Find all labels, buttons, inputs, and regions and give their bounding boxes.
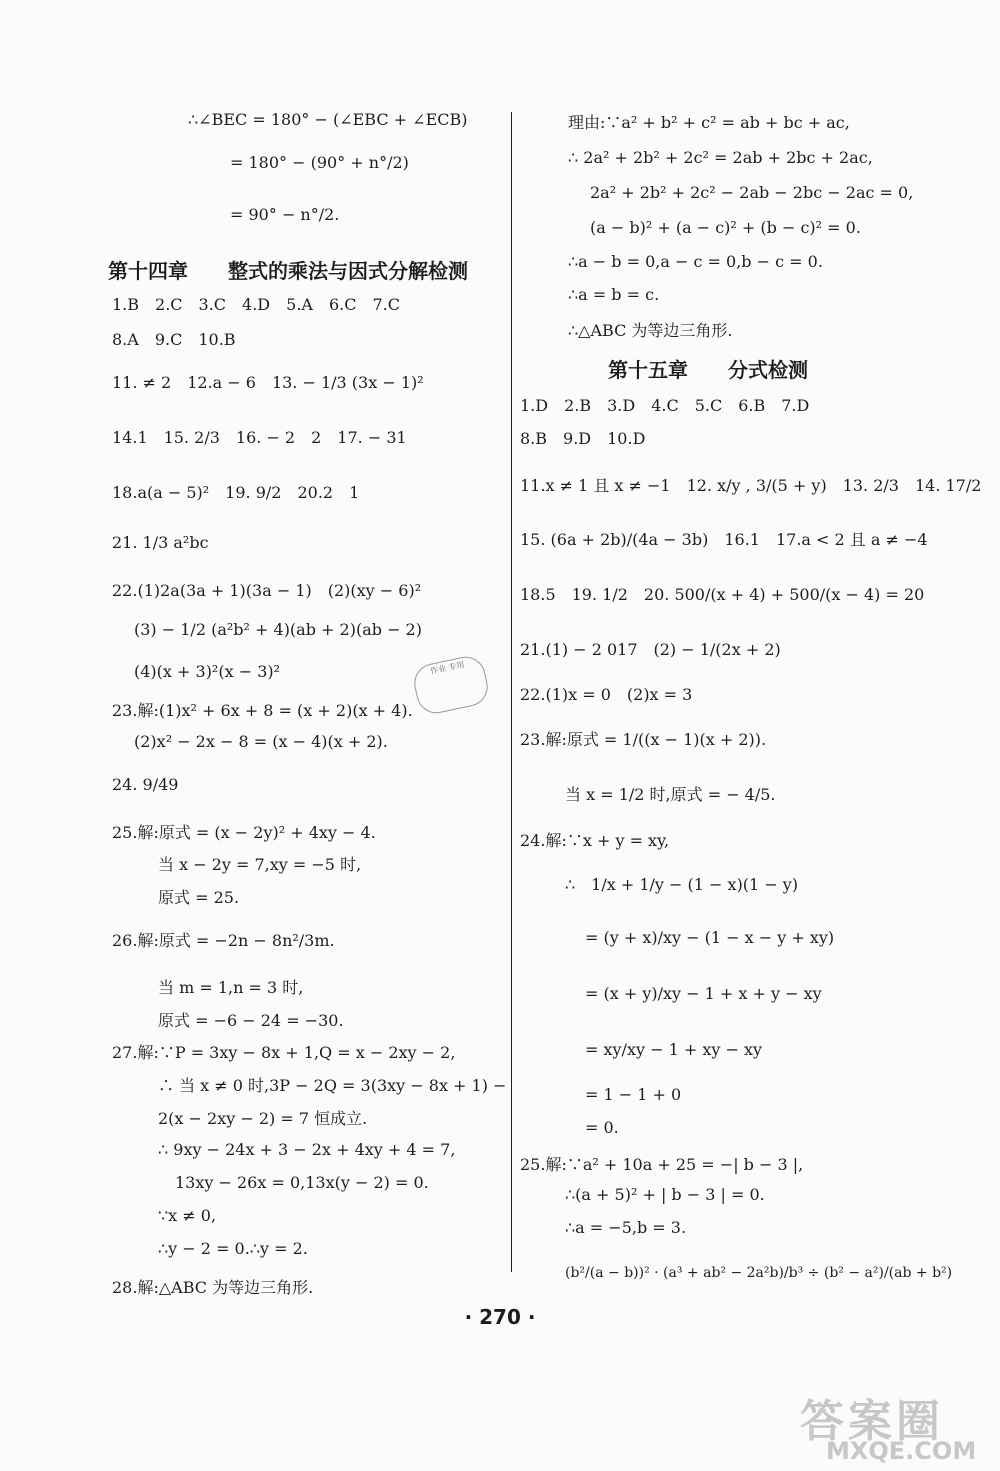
chapter14-title: 第十四章 整式的乘法与因式分解检测 — [108, 259, 468, 283]
page-number: · 270 · — [464, 1305, 536, 1329]
answer-row: 25.解:∵a² + 10a + 25 = −| b − 3 |, — [520, 1155, 804, 1174]
answer-row: 21.(1) − 2 017 (2) − 1/(2x + 2) — [520, 640, 781, 659]
answer-row: 8.B 9.D 10.D — [520, 429, 646, 448]
answer-row: 当 m = 1,n = 3 时, — [158, 978, 304, 997]
answer-row: 22.(1)2a(3a + 1)(3a − 1) (2)(xy − 6)² — [112, 581, 422, 600]
answer-row: 27.解:∵P = 3xy − 8x + 1,Q = x − 2xy − 2, — [112, 1043, 456, 1062]
chapter15-title: 第十五章 分式检测 — [608, 358, 808, 382]
answer-row: 原式 = 25. — [158, 888, 240, 907]
right-line: 2a² + 2b² + 2c² − 2ab − 2bc − 2ac = 0, — [590, 183, 914, 202]
answer-row: ∴ 1/x + 1/y − (1 − x)(1 − y) — [565, 875, 799, 894]
answer-row: 22.(1)x = 0 (2)x = 3 — [520, 685, 693, 704]
left-line-2: = 180° − (90° + n°/2) — [230, 153, 409, 172]
answer-row: 14.1 15. 2/3 16. − 2 2 17. − 31 — [112, 428, 407, 447]
answer-row: 8.A 9.C 10.B — [112, 330, 236, 349]
answer-row: 24. 9/49 — [112, 775, 179, 794]
stamp-mark — [411, 653, 492, 717]
stamp-text: 作业 专用 — [429, 659, 466, 676]
answer-row: ∵x ≠ 0, — [158, 1206, 217, 1225]
answer-row: 18.5 19. 1/2 20. 500/(x + 4) + 500/(x − 4) = 20 — [520, 585, 925, 604]
answer-row: = (y + x)/xy − (1 − x − y + xy) — [585, 928, 835, 947]
answer-row: 23.解:原式 = 1/((x − 1)(x + 2)). — [520, 730, 767, 749]
answer-row: 15. (6a + 2b)/(4a − 3b) 16.1 17.a < 2 且 a ≠ −4 — [520, 530, 928, 549]
answer-row: 2(x − 2xy − 2) = 7 恒成立. — [158, 1109, 368, 1128]
answer-row: 25.解:原式 = (x − 2y)² + 4xy − 4. — [112, 823, 376, 842]
answer-row: 18.a(a − 5)² 19. 9/2 20.2 1 — [112, 483, 360, 502]
answer-row: (b²/(a − b))² · (a³ + ab² − 2a²b)/b³ ÷ (b² − a²)/(ab + b²) — [565, 1265, 953, 1281]
answer-row: 1.B 2.C 3.C 4.D 5.A 6.C 7.C — [112, 295, 400, 314]
answer-row: 28.解:△ABC 为等边三角形. — [112, 1278, 314, 1297]
answer-row: = 0. — [585, 1118, 619, 1137]
column-divider — [511, 112, 512, 1272]
answer-row: 当 x − 2y = 7,xy = −5 时, — [158, 855, 362, 874]
right-line: (a − b)² + (a − c)² + (b − c)² = 0. — [590, 218, 861, 237]
answer-row: 原式 = −6 − 24 = −30. — [158, 1011, 344, 1030]
answer-row: 13xy − 26x = 0,13x(y − 2) = 0. — [175, 1173, 429, 1192]
answer-row: 当 x = 1/2 时,原式 = − 4/5. — [565, 785, 776, 804]
answer-row: (4)(x + 3)²(x − 3)² — [134, 662, 281, 681]
answer-row: 23.解:(1)x² + 6x + 8 = (x + 2)(x + 4). — [112, 701, 413, 720]
right-line: ∴a − b = 0,a − c = 0,b − c = 0. — [568, 252, 823, 271]
left-line-1: ∴∠BEC = 180° − (∠EBC + ∠ECB) — [188, 110, 468, 129]
right-line: ∴ 2a² + 2b² + 2c² = 2ab + 2bc + 2ac, — [568, 148, 873, 167]
right-line: ∴a = b = c. — [568, 285, 660, 304]
left-line-3: = 90° − n°/2. — [230, 205, 340, 224]
right-line: 理由:∵a² + b² + c² = ab + bc + ac, — [568, 113, 850, 132]
answer-row: = 1 − 1 + 0 — [585, 1085, 682, 1104]
answer-row: 1.D 2.B 3.D 4.C 5.C 6.B 7.D — [520, 396, 810, 415]
answer-row: = (x + y)/xy − 1 + x + y − xy — [585, 984, 822, 1003]
answer-row: 26.解:原式 = −2n − 8n²/3m. — [112, 931, 335, 950]
answer-row: ∴a = −5,b = 3. — [565, 1218, 687, 1237]
answer-row: 21. 1/3 a²bc — [112, 533, 209, 552]
watermark-logo: 答案圈 — [800, 1396, 944, 1447]
answer-row: 11. ≠ 2 12.a − 6 13. − 1/3 (3x − 1)² — [112, 373, 424, 392]
watermark-url: MXQE.COM — [826, 1437, 977, 1465]
answer-row: (3) − 1/2 (a²b² + 4)(ab + 2)(ab − 2) — [134, 620, 422, 639]
answer-row: ∴ 当 x ≠ 0 时,3P − 2Q = 3(3xy − 8x + 1) − — [158, 1076, 507, 1095]
site-watermark — [800, 1385, 990, 1465]
answer-row: ∴(a + 5)² + | b − 3 | = 0. — [565, 1185, 765, 1204]
answer-row: 11.x ≠ 1 且 x ≠ −1 12. x/y , 3/(5 + y) 13. 2/3 14. 17/2 — [520, 476, 982, 495]
answer-row: ∴ 9xy − 24x + 3 − 2x + 4xy + 4 = 7, — [158, 1140, 456, 1159]
answer-row: (2)x² − 2x − 8 = (x − 4)(x + 2). — [134, 732, 388, 751]
answer-row: ∴y − 2 = 0.∴y = 2. — [158, 1239, 308, 1258]
right-line: ∴△ABC 为等边三角形. — [568, 321, 733, 340]
answer-row: 24.解:∵x + y = xy, — [520, 831, 670, 850]
answer-row: = xy/xy − 1 + xy − xy — [585, 1040, 763, 1059]
